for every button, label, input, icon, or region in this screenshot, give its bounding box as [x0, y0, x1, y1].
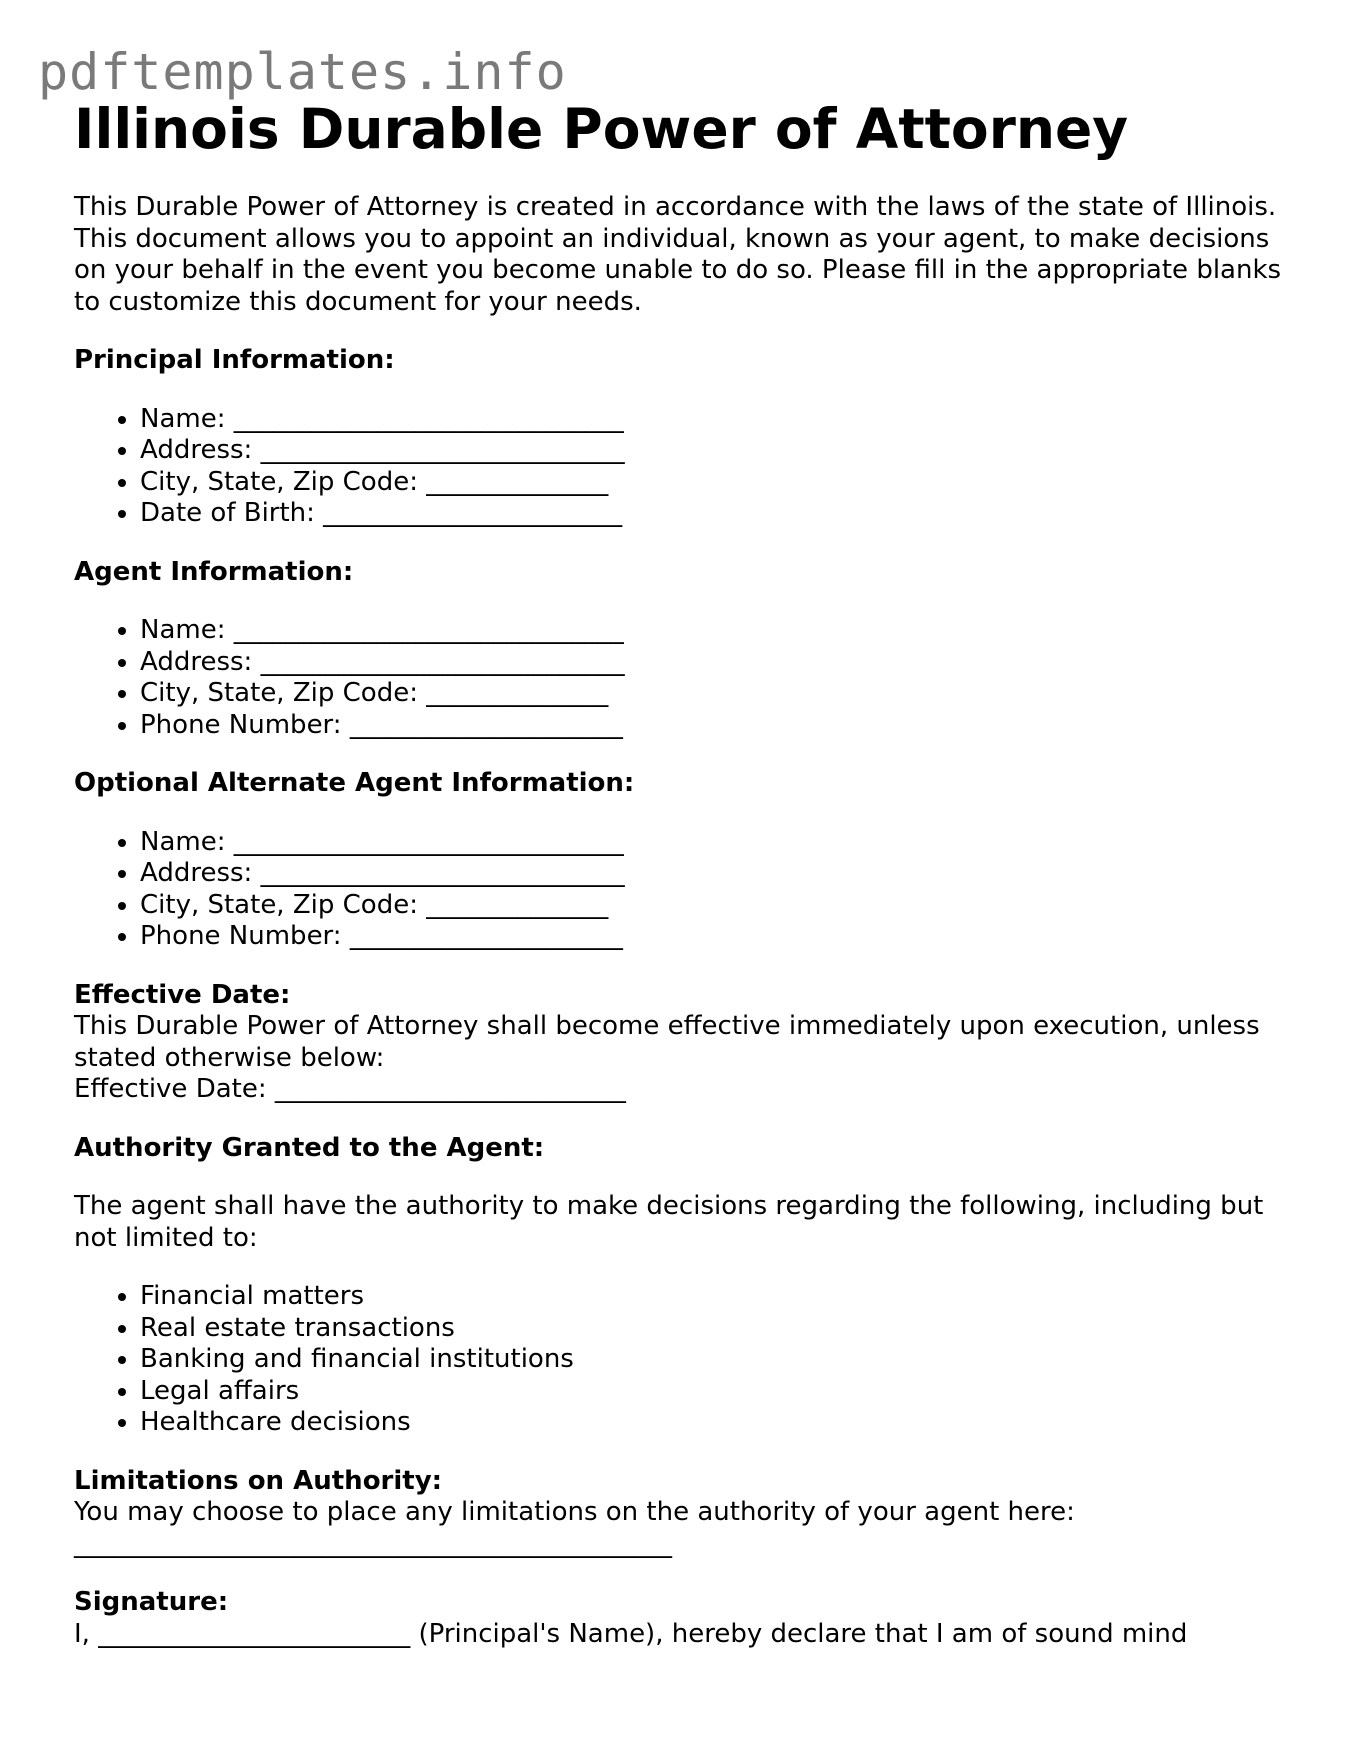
- alternate-name-field: • Name: ______________________________: [140, 827, 1294, 859]
- authority-item: • Financial matters: [140, 1281, 1294, 1313]
- alternate-agent-heading: Optional Alternate Agent Information:: [74, 768, 635, 798]
- principal-address-field: • Address: ____________________________: [140, 435, 1294, 467]
- effective-date-text: This Durable Power of Attorney shall become effective immediately upon execution, unless stated otherwise below:: [74, 1011, 1260, 1073]
- limitations-field: ______________________________________________: [74, 1528, 672, 1559]
- authority-item: • Real estate transactions: [140, 1313, 1294, 1345]
- authority-item: • Banking and financial institutions: [140, 1344, 1294, 1376]
- agent-city-field: • City, State, Zip Code: ______________: [140, 678, 1294, 710]
- agent-fields: [74, 615, 1294, 741]
- principal-fields: [74, 404, 1294, 530]
- intro-paragraph: This Durable Power of Attorney is created in accordance with the laws of the state of Illinois. This document allows you to appoint an individual, known as your agent, to make decisions on your behalf in the event you become unable to do so. Please fill in the appropriate blanks to customize this document for your needs.: [74, 192, 1282, 317]
- principal-dob-field: • Date of Birth: _______________________: [140, 498, 1294, 530]
- document-title: Illinois Durable Power of Attorney: [74, 97, 1129, 161]
- alternate-city-field: • City, State, Zip Code: ______________: [140, 890, 1294, 922]
- limitations-heading: Limitations on Authority:: [74, 1465, 443, 1496]
- document-page: [74, 96, 1294, 1650]
- effective-date-heading: Effective Date:: [74, 979, 291, 1010]
- effective-date-field: Effective Date: ___________________________: [74, 1074, 626, 1104]
- authority-list: [74, 1281, 1294, 1439]
- authority-heading: Authority Granted to the Agent:: [74, 1132, 545, 1163]
- limitations-text: You may choose to place any limitations on the authority of your agent here:: [74, 1497, 1075, 1527]
- authority-item: • Healthcare decisions: [140, 1407, 1294, 1439]
- authority-text: The agent shall have the authority to make decisions regarding the following, including but not limited to:: [74, 1191, 1264, 1253]
- alternate-address-field: • Address: ____________________________: [140, 858, 1294, 890]
- principal-name-field: • Name: ______________________________: [140, 404, 1294, 436]
- agent-address-field: • Address: ____________________________: [140, 647, 1294, 679]
- principal-heading: Principal Information:: [74, 345, 395, 375]
- authority-item: • Legal affairs: [140, 1376, 1294, 1408]
- watermark-logo: pdftemplates.info: [38, 43, 567, 101]
- alternate-phone-field: • Phone Number: _____________________: [140, 921, 1294, 953]
- agent-heading: Agent Information:: [74, 556, 354, 587]
- agent-phone-field: • Phone Number: _____________________: [140, 710, 1294, 742]
- principal-city-field: • City, State, Zip Code: ______________: [140, 467, 1294, 499]
- signature-text: I, ________________________ (Principal's Name), hereby declare that I am of sound mind: [74, 1618, 1188, 1649]
- agent-name-field: • Name: ______________________________: [140, 615, 1294, 647]
- alternate-agent-fields: [74, 827, 1294, 953]
- signature-heading: Signature:: [74, 1587, 229, 1617]
